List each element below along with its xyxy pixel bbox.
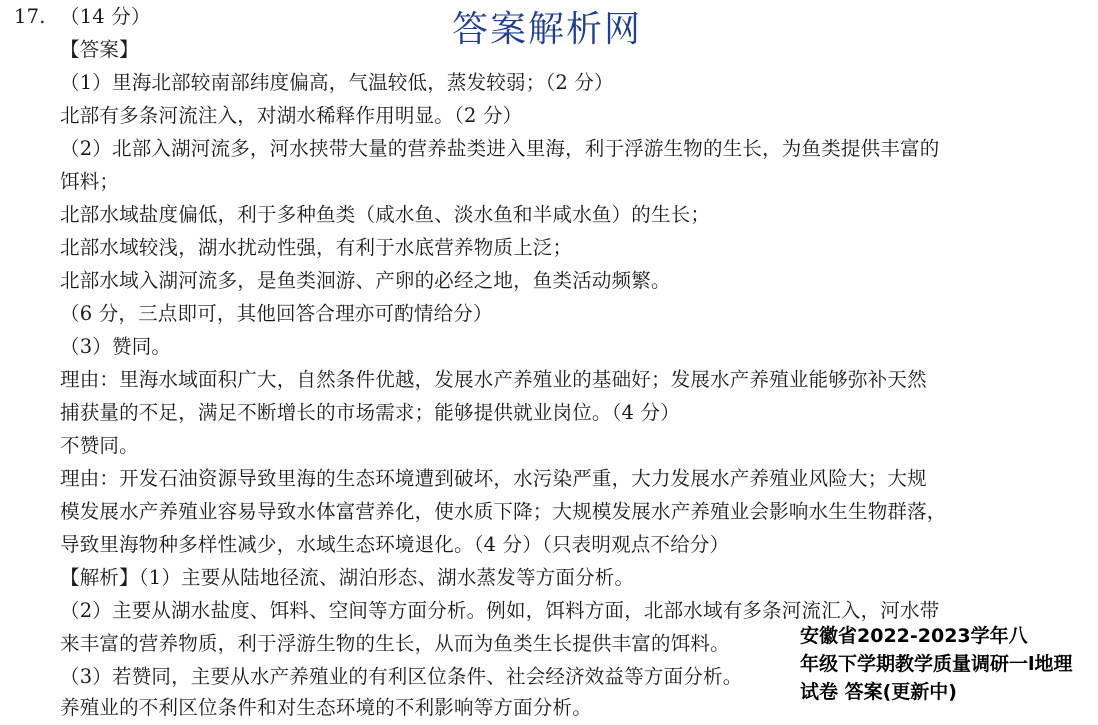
answer-line-12: 不赞同。 — [60, 434, 139, 457]
title-overlay-line-1: 安徽省2022-2023学年八 — [800, 625, 1028, 647]
analysis-line-3: 来丰富的营养物质，利于浮游生物的生长，从而为鱼类生长提供丰富的饵料。 — [60, 632, 730, 655]
answer-line-1: （1）里海北部较南部纬度偏高，气温较低，蒸发较弱；（2 分） — [60, 71, 614, 94]
question-score: （14 分） — [60, 5, 151, 28]
answer-line-5: 北部水域盐度偏低，利于多种鱼类（咸水鱼、淡水鱼和半咸水鱼）的生长； — [60, 203, 711, 226]
answer-header: 【答案】 — [60, 38, 139, 61]
answer-line-15: 导致里海物种多样性减少，水域生态环境退化。（4 分）（只表明观点不给分） — [60, 533, 730, 556]
title-overlay-line-3: 试卷 答案(更新中) — [800, 681, 957, 703]
answer-line-14: 模发展水产养殖业容易导致水体富营养化，使水质下降；大规模发展水产养殖业会影响水生生物群落， — [60, 500, 947, 523]
site-watermark: 答案解析网 — [452, 9, 643, 50]
answer-line-4: 饵料； — [60, 170, 120, 193]
answer-line-8: （6 分，三点即可，其他回答合理亦可酌情给分） — [60, 302, 493, 325]
analysis-line-2: （2）主要从湖水盐度、饵料、空间等方面分析。例如，饵料方面，北部水域有多条河流汇入，河水带 — [60, 599, 940, 622]
answer-line-3: （2）北部入湖河流多，河水挟带大量的营养盐类进入里海，利于浮游生物的生长，为鱼类提供丰富的 — [60, 137, 940, 160]
title-overlay — [798, 622, 1098, 706]
analysis-line-4: （3）若赞同，主要从水产养殖业的有利区位条件、社会经济效益等方面分析。 — [60, 665, 743, 688]
analysis-line-1: 【解析】（1）主要从陆地径流、湖泊形态、湖水蒸发等方面分析。 — [60, 566, 635, 589]
answer-line-11: 捕获量的不足，满足不断增长的市场需求；能够提供就业岗位。（4 分） — [60, 401, 680, 424]
question-number: 17. — [14, 5, 46, 28]
answer-line-6: 北部水域较浅，湖水扰动性强，有利于水底营养物质上泛； — [60, 236, 573, 259]
answer-line-10: 理由：里海水域面积广大，自然条件优越，发展水产养殖业的基础好；发展水产养殖业能够弥补天然 — [60, 368, 927, 391]
answer-line-7: 北部水域入湖河流多，是鱼类洄游、产卵的必经之地，鱼类活动频繁。 — [60, 269, 671, 292]
answer-line-2: 北部有多条河流注入，对湖水稀释作用明显。（2 分） — [60, 104, 523, 127]
answer-line-9: （3）赞同。 — [60, 335, 172, 358]
answer-line-13: 理由：开发石油资源导致里海的生态环境遭到破坏，水污染严重，大力发展水产养殖业风险大；大规 — [60, 467, 927, 490]
title-overlay-line-2: 年级下学期教学质量调研一l地理 — [800, 653, 1073, 675]
analysis-line-5: 养殖业的不利区位条件和对生态环境的不利影响等方面分析。 — [60, 696, 592, 719]
